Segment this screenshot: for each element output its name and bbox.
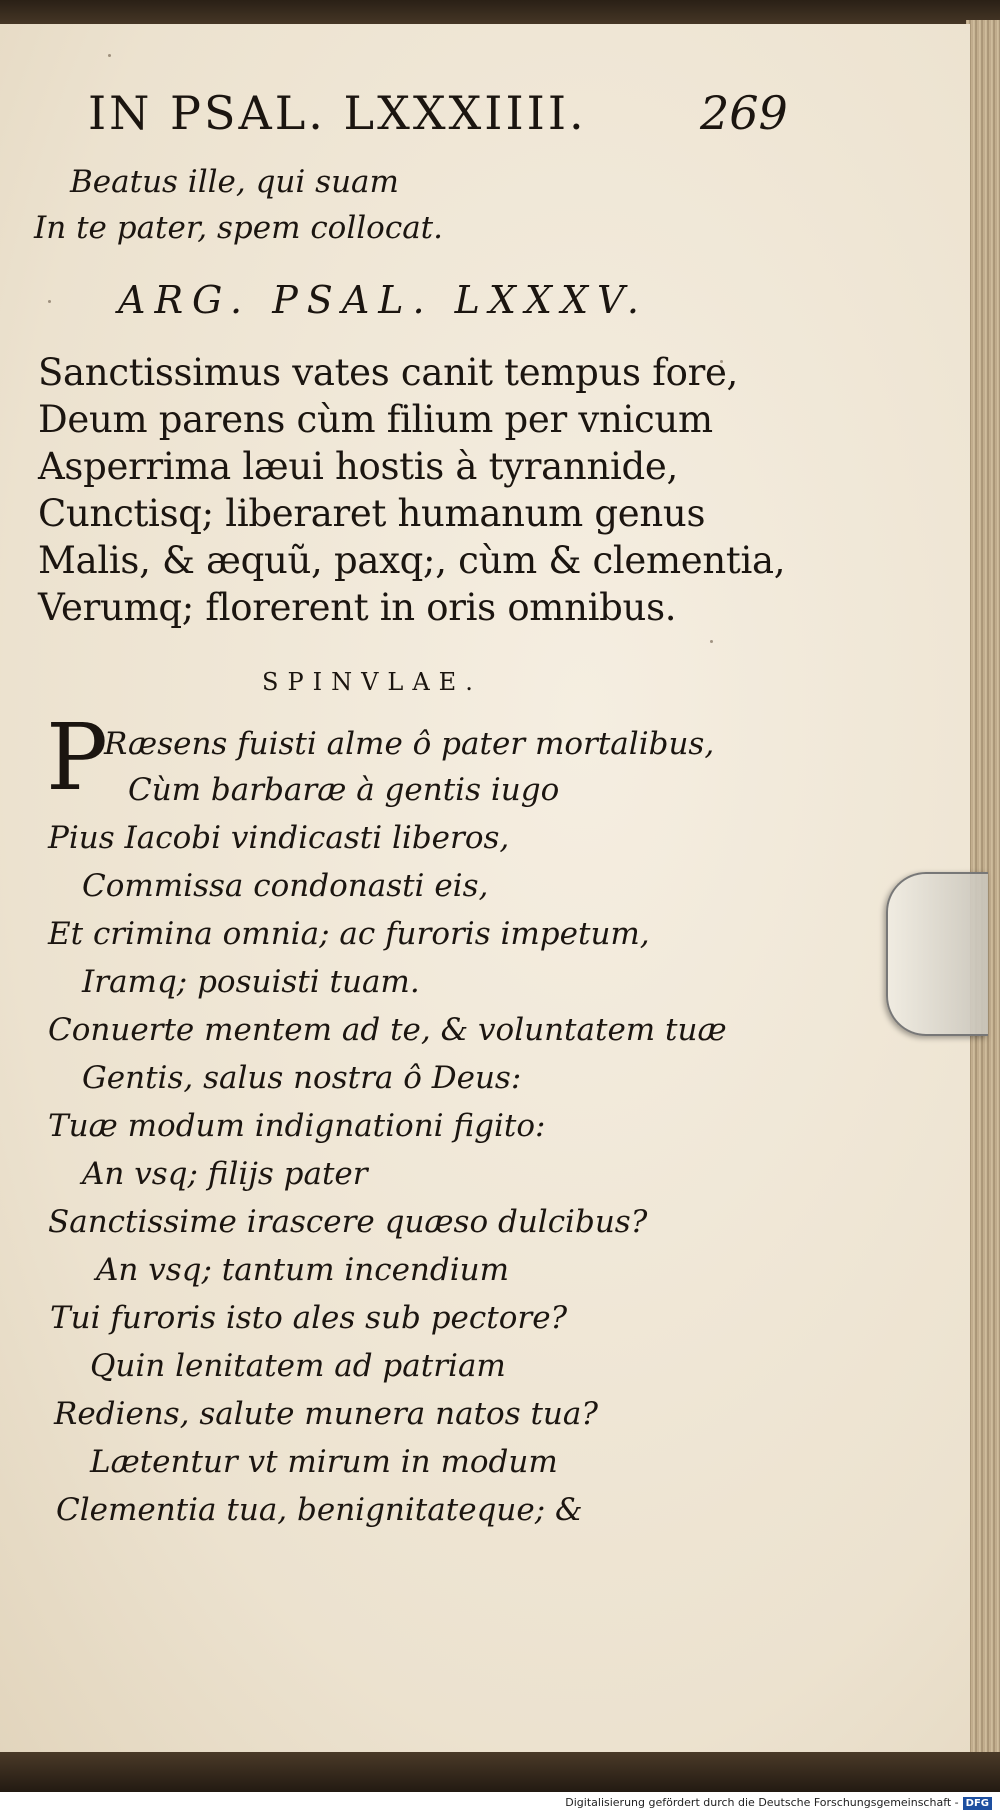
poem-line: Clementia tua, benignitateque; & bbox=[56, 1492, 583, 1528]
argument-line: Verumq; florerent in oris omnibus. bbox=[38, 586, 677, 629]
poem-line: Quin lenitatem ad patriam bbox=[90, 1348, 506, 1384]
poem-line: Ræsens fuisti alme ô pater mortalibus, bbox=[104, 726, 715, 762]
drop-cap: P bbox=[46, 704, 108, 811]
argument-line: Cunctisq; liberaret humanum genus bbox=[38, 492, 706, 535]
poem-line: Iramq; posuisti tuam. bbox=[82, 964, 420, 1000]
closing-line: In te pater, spem collocat. bbox=[34, 210, 443, 246]
poem-line: Gentis, salus nostra ô Deus: bbox=[82, 1060, 522, 1096]
poem-line: Tui furoris isto ales sub pectore? bbox=[50, 1300, 568, 1336]
argument-line: Deum parens cùm filium per vnicum bbox=[38, 398, 713, 441]
argument-line: Asperrima læui hostis à tyrannide, bbox=[38, 445, 678, 488]
paper-speck bbox=[48, 300, 51, 303]
digitization-credit bbox=[565, 1796, 992, 1810]
poem-line: Commissa condonasti eis, bbox=[82, 868, 489, 904]
poem-line: Tuæ modum indignationi figito: bbox=[48, 1108, 546, 1144]
poem-line: Cùm barbaræ à gentis iugo bbox=[128, 772, 560, 808]
dfg-logo: DFG bbox=[963, 1797, 992, 1810]
paper-speck bbox=[710, 640, 713, 643]
closing-line: Beatus ille, qui suam bbox=[70, 164, 399, 200]
poem-line: Pius Iacobi vindicasti liberos, bbox=[48, 820, 510, 856]
poem-line: Rediens, salute munera natos tua? bbox=[54, 1396, 598, 1432]
poem-line: Conuerte mentem ad te, & voluntatem tuæ bbox=[48, 1012, 727, 1048]
poem-line: An vsq; filijs pater bbox=[82, 1156, 368, 1192]
running-head: IN PSAL. LXXXIIII. bbox=[88, 86, 587, 140]
argument-heading: ARG. PSAL. LXXXV. bbox=[118, 278, 648, 322]
page-clip bbox=[886, 872, 988, 1036]
argument-line: Sanctissimus vates canit tempus fore, bbox=[38, 351, 739, 394]
page-number: 269 bbox=[700, 86, 788, 140]
poem-line: Sanctissime irascere quæso dulcibus? bbox=[48, 1204, 648, 1240]
poem-line: An vsq; tantum incendium bbox=[96, 1252, 510, 1288]
argument-line: Malis, & æquũ, paxq;, cùm & clementia, bbox=[38, 539, 786, 582]
paper-speck bbox=[108, 54, 111, 57]
credit-text: Digitalisierung gefördert durch die Deutsche Forschungsgemeinschaft - bbox=[565, 1796, 959, 1809]
section-heading: SPINVLAE. bbox=[262, 668, 482, 696]
poem-line: Lætentur vt mirum in modum bbox=[90, 1444, 558, 1480]
poem-line: Et crimina omnia; ac furoris impetum, bbox=[48, 916, 650, 952]
book-binding-bottom bbox=[0, 1752, 1000, 1792]
